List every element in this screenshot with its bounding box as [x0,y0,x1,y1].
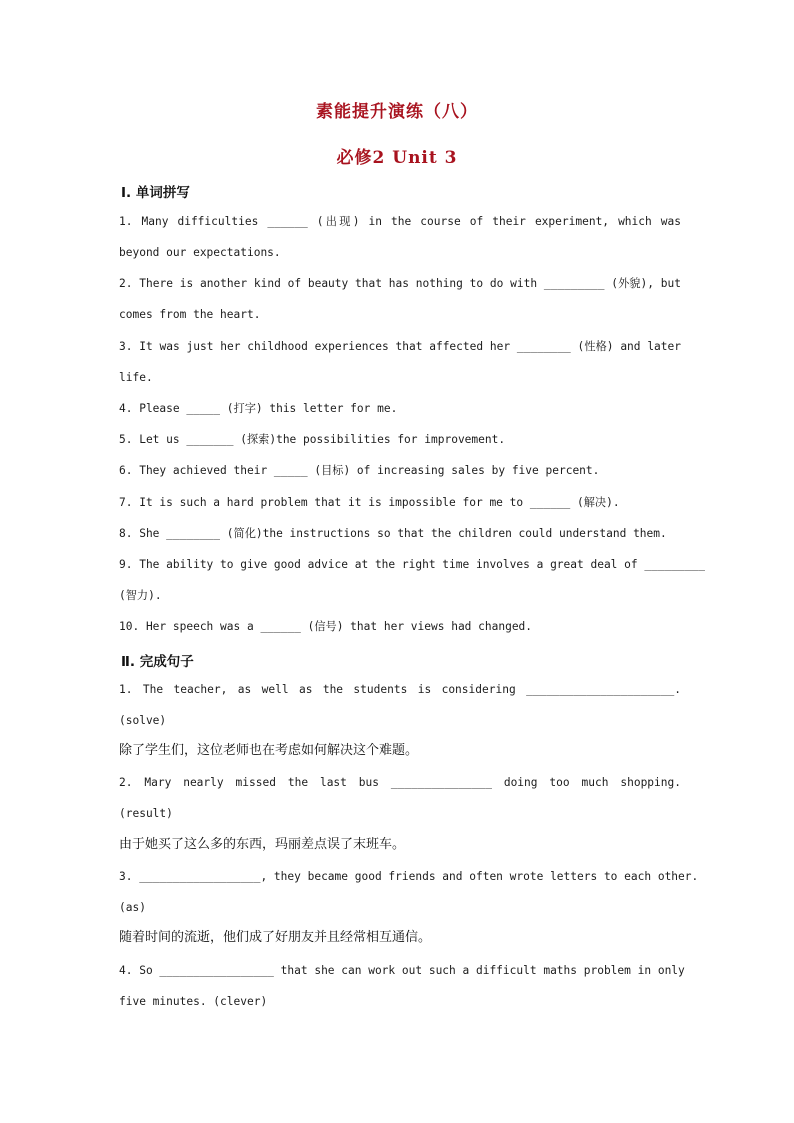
question-line: five minutes. (clever) [119,995,268,1008]
question-line: 3. It was just her childhood experiences that affected her ________ (性格) and later [119,340,681,353]
page-title: 素能提升演练（八） [316,102,478,122]
question-line: 8. She ________ (简化)the instructions so that the children could understand them. [119,527,667,540]
section-heading-complete-sentences: Ⅱ. 完成句子 [121,654,194,670]
question-line: 4. Please _____ (打字) this letter for me. [119,402,398,415]
question-line: (solve) [119,714,167,727]
question-line: 2. There is another kind of beauty that has nothing to do with _________ (外貌), but [119,277,681,290]
question-line: 2. Mary nearly missed the last bus _______________ doing too much shopping. [119,776,681,789]
chinese-translation: 随着时间的流逝，他们成了好朋友并且经常相互通信。 [119,930,432,945]
chinese-translation: 除了学生们，这位老师也在考虑如何解决这个难题。 [119,743,419,758]
question-line: 9. The ability to give good advice at the right time involves a great deal of _________ [119,558,705,571]
section-heading-word-spelling: Ⅰ. 单词拼写 [121,185,190,201]
question-line: beyond our expectations. [119,246,281,259]
question-line: life. [119,371,153,384]
question-line: 1. The teacher, as well as the students is considering ______________________. [119,683,681,696]
chinese-translation: 由于她买了这么多的东西，玛丽差点误了末班车。 [119,837,406,852]
question-line: comes from the heart. [119,308,261,321]
question-line: 6. They achieved their _____ (目标) of increasing sales by five percent. [119,464,600,477]
page-subtitle: 必修2 Unit 3 [336,148,458,168]
question-line: 1. Many difficulties ______ (出现) in the course of their experiment, which was [119,215,681,228]
question-line: 3. __________________, they became good friends and often wrote letters to each other. [119,870,699,883]
question-line: (智力). [119,589,162,602]
question-line: (result) [119,807,173,820]
question-line: 10. Her speech was a ______ (信号) that her views had changed. [119,620,533,633]
question-line: (as) [119,901,146,914]
question-line: 7. It is such a hard problem that it is impossible for me to ______ (解决). [119,496,620,509]
question-line: 5. Let us _______ (探索)the possibilities for improvement. [119,433,506,446]
question-line: 4. So _________________ that she can work out such a difficult maths problem in only [119,964,685,977]
